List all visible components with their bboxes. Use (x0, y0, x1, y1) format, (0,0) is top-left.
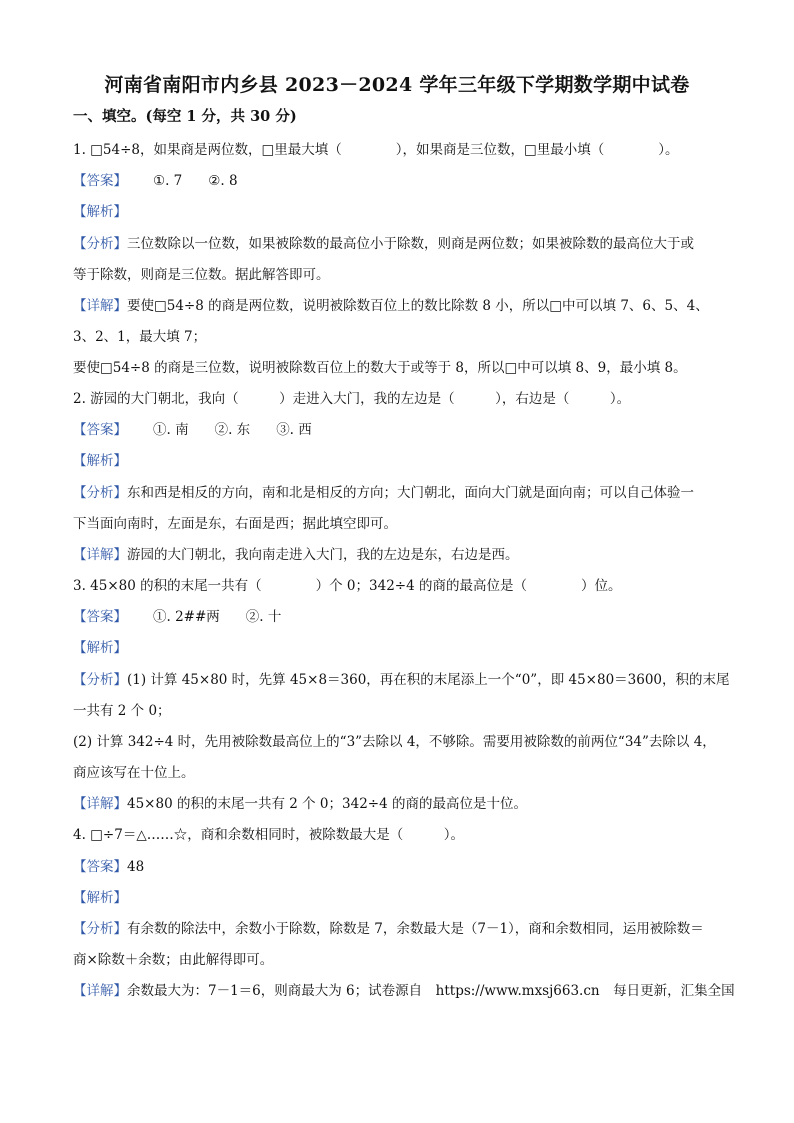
question-3-fenxi (73, 671, 733, 689)
question-1-fenxi-cont: 等于除数，则商是三位数。据此解答即可。 (73, 267, 330, 283)
fenxi-text: 三位数除以一位数，如果被除数的最高位小于除数，则商是两位数；如果被除数的最高位大于或 (127, 236, 694, 252)
question-1-detail-cont: 3、2、1，最大填 7； (73, 329, 207, 345)
fenxi-label: 【分析】 (73, 672, 127, 688)
page-title: 河南省南阳市内乡县 2023－2024 学年三年级下学期数学期中试卷 (104, 74, 690, 96)
answer-label: 【答案】 (73, 422, 127, 438)
answer-value-3: ③. 西 (276, 422, 312, 438)
question-4-fenxi-cont: 商×除数＋余数；由此解得即可。 (73, 952, 274, 968)
fenxi-label: 【分析】 (73, 485, 127, 501)
answer-value-2: ②. 东 (214, 422, 251, 438)
analysis-label: 【解析】 (73, 640, 127, 656)
question-3-stem: 3. 45×80 的积的末尾一共有（ ）个 0；342÷4 的商的最高位是（ ）位。 (73, 578, 622, 594)
question-2-fenxi-cont: 下当面向南时，左面是东，右面是西；据此填空即可。 (73, 516, 397, 532)
answer-value-2: ②. 十 (245, 609, 282, 625)
question-3-analysis-label (73, 639, 733, 657)
answer-label: 【答案】 (73, 609, 127, 625)
detail-text: 余数最大为：7－1＝6，则商最大为 6；试卷源自 https://www.mxsj663.cn 每日更新，汇集全国 (127, 983, 735, 999)
question-4-stem: 4. □÷7＝△……☆，商和余数相同时，被除数最大是（ ）。 (73, 827, 464, 843)
question-1-detail (73, 297, 733, 315)
question-3-fenxi-cont: 一共有 2 个 0； (73, 703, 171, 719)
detail-label: 【详解】 (73, 298, 127, 314)
question-4-analysis-label (73, 889, 733, 907)
analysis-label: 【解析】 (73, 204, 127, 220)
answer-value-1: 48 (127, 859, 145, 875)
question-4-fenxi (73, 920, 733, 938)
detail-text: 要使□54÷8 的商是两位数，说明被除数百位上的数比除数 8 小，所以□中可以填 7、6、5、4、 (127, 298, 709, 314)
question-4-answer (73, 858, 733, 876)
answer-value-1: ①. 2##两 (153, 609, 220, 625)
fenxi-text: 东和西是相反的方向，南和北是相反的方向；大门朝北，面向大门就是面向南；可以自己体验一 (127, 485, 694, 501)
question-2-analysis-label (73, 452, 733, 470)
fenxi-label: 【分析】 (73, 921, 127, 937)
answer-label: 【答案】 (73, 173, 127, 189)
answer-value-2: ②. 8 (208, 173, 238, 189)
question-3-answer (73, 608, 733, 626)
answer-value-1: ①. 南 (153, 422, 189, 438)
question-2-answer (73, 421, 733, 439)
question-2-fenxi (73, 484, 733, 502)
question-3-fenxi-cont-2: (2) 计算 342÷4 时，先用被除数最高位上的“3”去除以 4，不够除。需要用被除数的前两位“34”去除以 4， (73, 734, 716, 750)
question-1-detail-cont-2: 要使□54÷8 的商是三位数，说明被除数百位上的数大于或等于 8，所以□中可以填 8、9，最小填 8。 (73, 360, 687, 376)
detail-text: 游园的大门朝北，我向南走进入大门，我的左边是东，右边是西。 (127, 547, 519, 563)
question-1-answer (73, 172, 733, 190)
question-1-analysis-label (73, 203, 733, 221)
question-2-stem: 2. 游园的大门朝北，我向（ ）走进入大门，我的左边是（ ），右边是（ ）。 (73, 391, 631, 407)
answer-value-1: ①. 7 (153, 173, 183, 189)
question-2-detail (73, 546, 733, 564)
detail-label: 【详解】 (73, 547, 127, 563)
detail-label: 【详解】 (73, 983, 127, 999)
question-1-fenxi (73, 235, 733, 253)
fenxi-label: 【分析】 (73, 236, 127, 252)
detail-text: 45×80 的积的末尾一共有 2 个 0；342÷4 的商的最高位是十位。 (127, 796, 527, 812)
fenxi-text: (1) 计算 45×80 时，先算 45×8＝360，再在积的末尾添上一个“0”，即 45×80＝3600，积的末尾 (127, 672, 730, 688)
answer-label: 【答案】 (73, 859, 127, 875)
fenxi-text: 有余数的除法中，余数小于除数，除数是 7，余数最大是（7－1），商和余数相同，运用被除数＝ (127, 921, 704, 937)
question-3-fenxi-cont-3: 商应该写在十位上。 (73, 765, 195, 781)
analysis-label: 【解析】 (73, 890, 127, 906)
question-3-detail (73, 795, 733, 813)
analysis-label: 【解析】 (73, 453, 127, 469)
section-heading: 一、填空。(每空 1 分，共 30 分) (73, 108, 297, 125)
question-4-detail (73, 982, 733, 1000)
detail-label: 【详解】 (73, 796, 127, 812)
question-1-stem: 1. □54÷8，如果商是两位数，□里最大填（ ），如果商是三位数，□里最小填（ ）。 (73, 142, 679, 158)
